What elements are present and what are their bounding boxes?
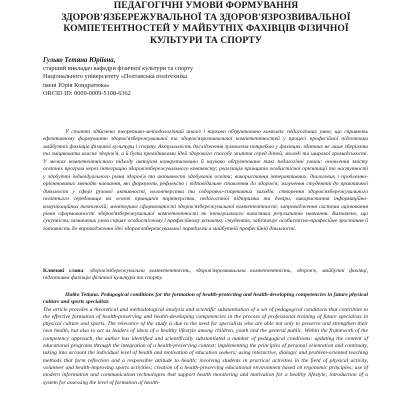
author-orcid: ORCID ID: 0009-0009-5108-6362 (43, 89, 131, 97)
abstract-ua: У статті здійснено теоретико-методологічний аналіз і науково обґрунтовано комплекс педагогічних умов, що сприяють ефективному формуванню здоров'язбережувальної та здоров'язрозвивальної компетентностей у процесі професійної підготовки майбутніх фахівців фізичної культури і спорту. Актуальність дослідження зумовлена потребою у фахівцях, здатних не лише зберігати та зміцнювати власне здоров'я, а й бути провідниками ідей здорового способу життя серед дітей, молоді та широкої громадськості. У межах компетентнісного підходу автором конкретизовано й науково обґрунтовано такі педагогічні умови: оновлення змісту освітніх програм через інтеграцію здоров'язбережувального контексту; реалізація принципів особистісної орієнтації та наступності у здобутті індивідуального рівня здоров'я та активності здобувачів освіти; використання інтерактивних, діалогових і проблемно-орієнтованих методів навчання, які формують рефлексію і відповідальне ставлення до здоров'я; залучення студентів до практичної діяльності у сфері рухової активності, волонтерства та оздоровчо-спортивних заходів; створення здоров'язбережувального освітнього середовища на основі принципів партнерства, педагогічної підтримки та довіри; використання інформаційно-комунікаційних технологій; моніторинг сформованості здоров'язбережувальної компетентності; запровадження системи оцінювання рівня сформованості здоров'язбережувальної компетентності як інтегрального показника результатів навчання. Визначено, що сукупність зазначених умов сприяє особистісному і професійному розвитку студентів, забезпечує особистісно-професійне зростання й готовність до впровадження ідеї здоров'язбережувальної парадигми в майбутній професійній діяльності. (43, 129, 368, 232)
keywords (43, 268, 368, 283)
abstract-en-author: Hulko Tetiana. (65, 292, 100, 298)
author-name: Гулько Тетяна Юріївна, (43, 57, 116, 64)
author-position: старший викладач кафедри фізичної культури та спорту (43, 65, 194, 73)
title-line-2: ЗДОРОВ'ЯЗБЕРЕЖУВАЛЬНОЇ ТА ЗДОРОВ'ЯЗРОЗВИВАЛЬНОЇ (61, 11, 351, 23)
author-university-line-1: Національного університету «Полтавська політехніка (43, 73, 188, 81)
abstract-en-body: The article provides a theoretical and methodological analysis and scientific substantiation of a set of pedagogical conditions that contribute to the effective formation of health-preserving and health-developing competencies in the process of professional training of future specialists in physical culture and sports. The relevance of the study is due to the need for specialists who are able not only to preserve and strengthen their own health, but also to act as leaders of ideas of a healthy lifestyle among children, youth and the general public. Within the framework of the competency approach, the author has identified and scientifically substantiated a number of pedagogical conditions: updating the content of educational programs through the integration of a health-preserving context; implementing the principles of personal orientation and continuity, taking into account the individual level of health and motivation of education seekers; using interactive, dialogic and problem-oriented teaching methods that form reflection and a responsible attitude to health; involving students in practical activities in the field of physical activity, volunteer and health-improving sports activities; creation of a health-preserving educational environment based on ergonomic principles; use of modern information and communication technologies that support health monitoring and motivation for a healthy lifestyle; introduction of a system for assessing the level of formation of health- (43, 306, 368, 386)
title-line-3: КОМПЕТЕНТНОСТЕЙ У МАЙБУТНІХ ФАХІВЦІВ ФІЗИЧНОЇ (63, 23, 349, 35)
author-university-line-2: імені Юрія Кондратюка» (43, 81, 110, 89)
keywords-label: Ключові слова (43, 268, 84, 274)
title-line-1: ПЕДАГОГІЧНІ УМОВИ ФОРМУВАННЯ (113, 0, 299, 11)
author-block (43, 57, 363, 98)
keywords-text: : здоров'язбережувальна компетентність, здоров'язрозвивальна компетентність, здоров'я, майбутні фахівці, підготовка фахівців фізичної культури та спорту. (43, 268, 368, 282)
abstract-en (43, 292, 368, 387)
article-title (40, 0, 372, 46)
abstract-en-title: Pedagogical conditions for the formation of health-protecting and health-developing competencies in future physical culture and sports specialists (43, 292, 368, 306)
title-line-4: КУЛЬТУРИ ТА СПОРТУ (150, 34, 262, 46)
